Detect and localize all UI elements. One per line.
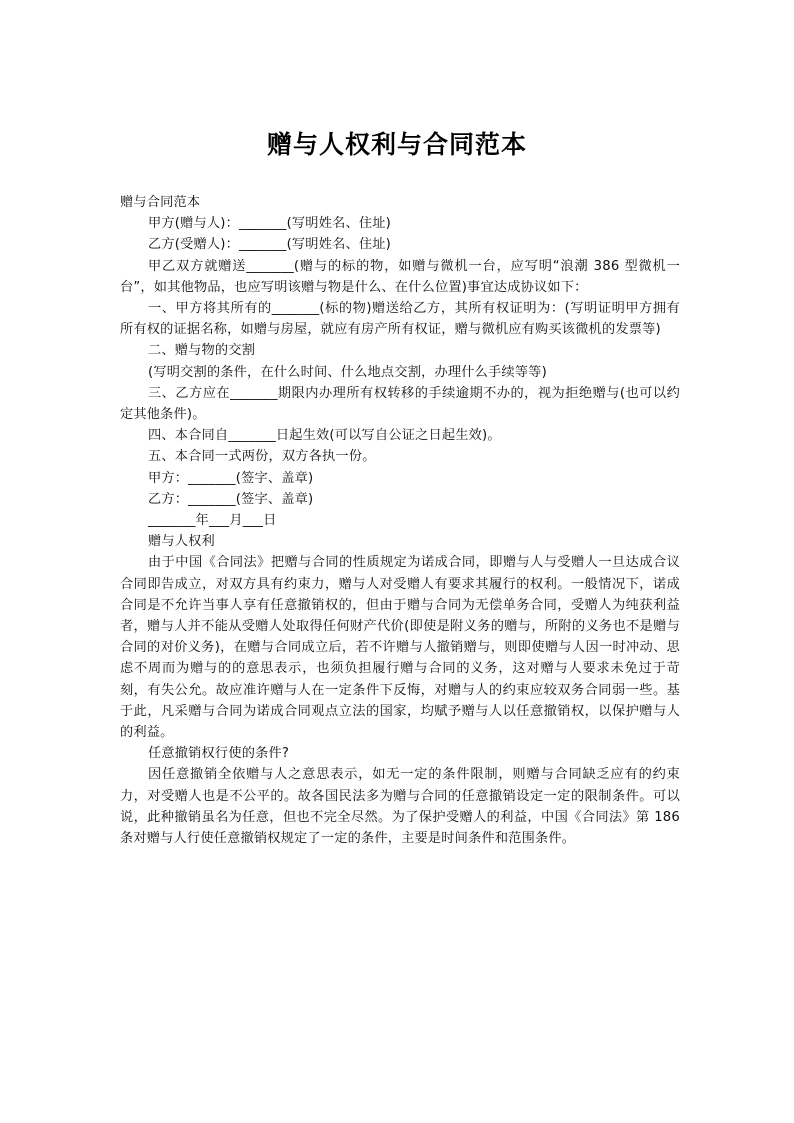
- signature-date: _______年___月___日: [148, 513, 277, 529]
- revocation-paragraph: 因任意撤销全依赠与人之意思表示，如无一定的条件限制，则赠与合同缺乏应有的约束力，对受赠人也是不公平的。故各国民法多为赠与合同的任意撤销设定一定的限制条件。可以说，此种撤销虽名为任意，但也不完全尽然。为了保护受赠人的利益，中国《合同法》第 186 条对赠与人行使任意撤销权规定了一定的条件，主要是时间条件和范围条件。: [120, 767, 680, 847]
- party-a-line: 甲方(赠与人)：_______(写明姓名、住址): [148, 216, 391, 232]
- rights-paragraph: 由于中国《合同法》把赠与合同的性质规定为诺成合同，即赠与人与受赠人一旦达成合议合同即告成立，对双方具有约束力，赠与人对受赠人有要求其履行的权利。一般情况下，诺成合同是不允许当事人享有任意撤销权的，但由于赠与合同为无偿单务合同，受赠人为纯获利益者，赠与人并不能从受赠人处取得任何财产代价(即使是附义务的赠与，所附的义务也不是赠与合同的对价义务)，在赠与合同成立后，若不许赠与人撤销赠与，则即使赠与人因一时冲动、思虑不周而为赠与的的意思表示，也须负担履行赠与合同的义务，这对赠与人要求未免过于苛刻，有失公允。故应准许赠与人在一定条件下反悔，对赠与人的约束应较双务合同弱一些。基于此，凡采赠与合同为诺成合同观点立法的国家，均赋予赠与人以任意撤销权，以保护赠与人的利益。: [120, 555, 680, 741]
- clause-4: 四、本合同自_______日起生效(可以写自公证之日起生效)。: [148, 428, 501, 444]
- clause-2-heading: 二、赠与物的交割: [148, 343, 256, 359]
- party-b-signature: 乙方：_______(签字、盖章): [148, 491, 314, 507]
- section-heading: 赠与合同范本: [120, 195, 201, 210]
- party-b-line: 乙方(受赠人)：_______(写明姓名、住址): [148, 237, 391, 253]
- clause-5: 五、本合同一式两份，双方各执一份。: [148, 449, 376, 465]
- clause-3: 三、乙方应在_______期限内办理所有权转移的手续逾期不办的，视为拒绝赠与(也可以约定其他条件)。: [120, 385, 680, 423]
- party-a-signature: 甲方：_______(签字、盖章): [148, 470, 314, 486]
- document-title: 赠与人权利与合同范本: [266, 130, 527, 159]
- document-body: [120, 192, 680, 849]
- agreement-intro: 甲乙双方就赠送_______(赠与的标的物，如赠与微机一台，应写明“浪潮 386 型微机一台”，如其他物品，也应写明该赠与物是什么、在什么位置)事宜达成协议如下：: [120, 258, 680, 295]
- revocation-heading: 任意撤销权行使的条件?: [148, 746, 290, 762]
- clause-1: 一、甲方将其所有的_______(标的物)赠送给乙方，其所有权证明为：(写明证明甲方拥有所有权的证据名称，如赠与房屋，就应有房产所有权证，赠与微机应有购买该微机的发票等): [120, 301, 680, 338]
- clause-2-body: (写明交割的条件，在什么时间、什么地点交割，办理什么手续等等): [148, 364, 547, 380]
- rights-heading: 赠与人权利: [148, 534, 215, 550]
